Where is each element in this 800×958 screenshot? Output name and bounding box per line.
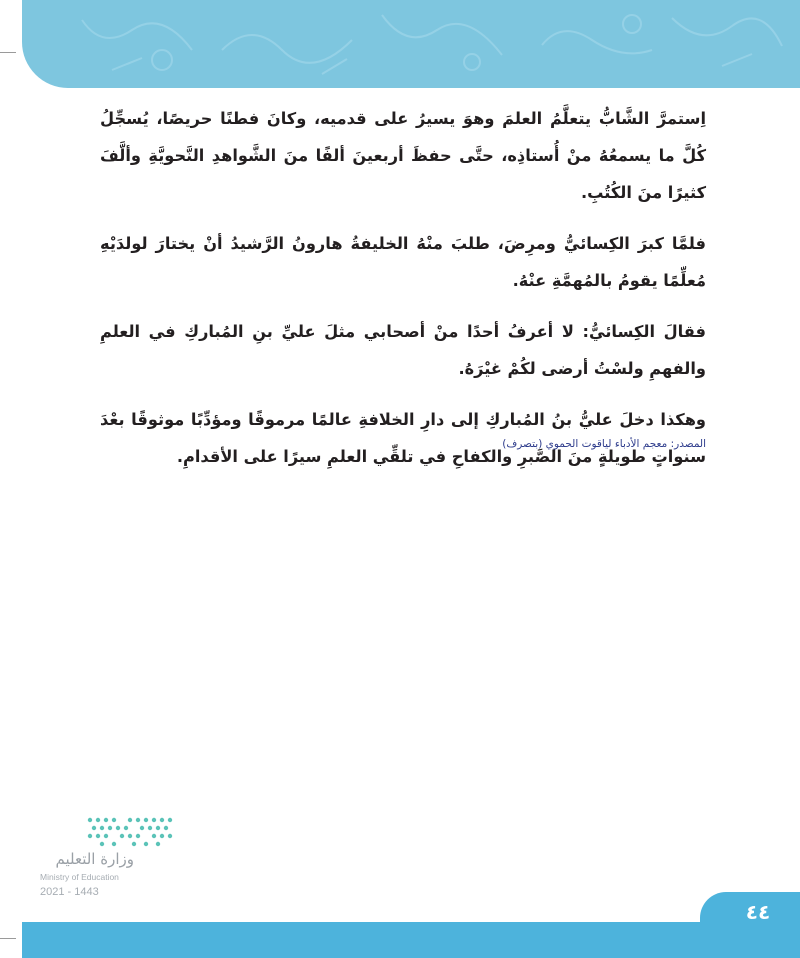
paragraph-1: اِستمرَّ الشَّابُّ يتعلَّمُ العلمَ وهوَ يسيرُ على قدميه، وكانَ فطنًا حريصًا، يُسجِّلُ كُلَّ ما يسمعُهُ منْ أُستاذِه، حتَّى حفظَ أربعينَ ألفًا منَ الشَّواهدِ النَّحويَّةِ وألَّفَ كثيرًا منَ الكُتُبِ. [100,109,706,202]
source-citation: المصدر: معجم الأدباء لياقوت الحموي (بتصرف) [502,438,706,450]
main-text [100,100,706,489]
crop-mark-bottom-left [0,938,16,939]
crop-mark-top-left [0,52,16,53]
calligraphy-pattern [22,0,800,88]
ministry-logo-dots-icon [84,814,176,848]
ministry-logo [38,812,178,902]
edition-year: 2021 - 1443 [40,886,99,898]
paragraph-4: وهكذا دخلَ عليُّ بنُ المُباركِ إلى دارِ الخلافةِ عالمًا مرموقًا ومؤدِّبًا موثوقًا بعْدَ سنواتٍ طويلةٍ منَ الصَّبرِ والكفاحِ في تلقِّي العلمِ سيرًا على الأقدامِ. [100,410,706,466]
header-band [22,0,800,88]
paragraph-3: فقالَ الكِسائيُّ: لا أعرفُ أحدًا منْ أصحابي مثلَ عليِّ بنِ المُباركِ في العلمِ والفهمِ ولسْتُ أرضى لكُمْ غيْرَهُ. [100,322,706,378]
footer-band [22,922,800,958]
ministry-arabic-name: وزارة التعليم [55,850,134,868]
page-number: ٤٤ [745,900,771,924]
ministry-english-name: Ministry of Education [40,872,119,882]
paragraph-2: فلمَّا كبرَ الكِسائيُّ ومرِضَ، طلبَ منْهُ الخليفةُ هارونُ الرَّشيدُ أنْ يختارَ لولدَيْهِ مُعلِّمًا يقومُ بالمُهمَّةِ عنْهُ. [100,234,706,290]
